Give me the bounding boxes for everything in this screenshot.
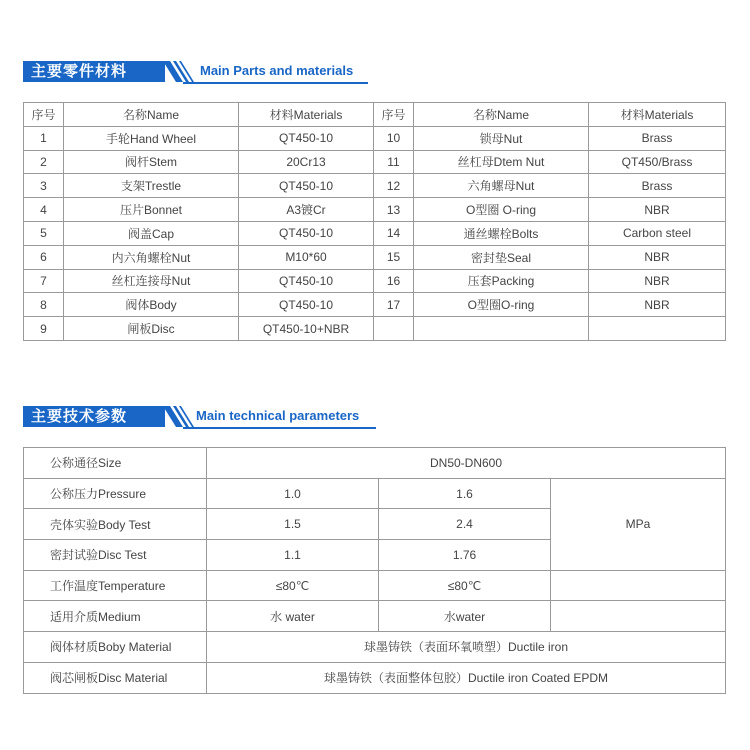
- table-cell: QT450-10: [239, 221, 374, 245]
- table-cell: NBR: [589, 198, 726, 222]
- param-label: 公称通径Size: [24, 448, 207, 479]
- param-value: 1.6: [379, 478, 551, 509]
- param-value: 水 water: [207, 601, 379, 632]
- table-cell: NBR: [589, 245, 726, 269]
- table-cell: 16: [374, 269, 414, 293]
- table-cell: 11: [374, 150, 414, 174]
- parts-table: [23, 102, 726, 341]
- param-label: 公称压力Pressure: [24, 478, 207, 509]
- param-label: 阀芯闸板Disc Material: [24, 662, 207, 693]
- table-cell: [414, 317, 589, 341]
- param-value: 2.4: [379, 509, 551, 540]
- table-row: [24, 662, 726, 693]
- param-value: 水water: [379, 601, 551, 632]
- parts-title-en: Main Parts and materials: [200, 63, 354, 78]
- param-value: ≤80℃: [207, 570, 379, 601]
- col-header: 材料Materials: [589, 103, 726, 127]
- table-cell: 密封垫Seal: [414, 245, 589, 269]
- col-header: 名称Name: [64, 103, 239, 127]
- table-row: [24, 221, 726, 245]
- table-cell: 内六角螺栓Nut: [64, 245, 239, 269]
- table-cell: Brass: [589, 174, 726, 198]
- col-header: 材料Materials: [239, 103, 374, 127]
- table-cell: 15: [374, 245, 414, 269]
- parts-header-underline: [183, 82, 368, 84]
- parts-title-cn: 主要零件材料: [23, 61, 165, 82]
- table-row: [24, 269, 726, 293]
- slash-decoration-icon: [163, 403, 197, 429]
- param-value: 球墨铸铁（表面整体包胶）Ductile iron Coated EPDM: [207, 662, 726, 693]
- table-cell: QT450-10: [239, 126, 374, 150]
- table-row: [24, 150, 726, 174]
- unit-cell: MPa: [551, 478, 726, 570]
- table-row: [24, 126, 726, 150]
- table-cell: QT450-10: [239, 293, 374, 317]
- table-row: [24, 198, 726, 222]
- param-value: 1.0: [207, 478, 379, 509]
- tech-title-cn: 主要技术参数: [23, 406, 165, 427]
- col-header: 名称Name: [414, 103, 589, 127]
- table-cell: 17: [374, 293, 414, 317]
- table-cell: 阀体Body: [64, 293, 239, 317]
- table-cell: Brass: [589, 126, 726, 150]
- table-cell: A3镀Cr: [239, 198, 374, 222]
- table-row: [24, 632, 726, 663]
- param-value: ≤80℃: [379, 570, 551, 601]
- empty-cell: [551, 570, 726, 601]
- table-cell: 4: [24, 198, 64, 222]
- table-cell: 20Cr13: [239, 150, 374, 174]
- table-cell: QT450/Brass: [589, 150, 726, 174]
- table-cell: 3: [24, 174, 64, 198]
- table-cell: [374, 317, 414, 341]
- param-value: 1.1: [207, 540, 379, 571]
- table-cell: 13: [374, 198, 414, 222]
- param-value: DN50-DN600: [207, 448, 726, 479]
- table-row: [24, 478, 726, 509]
- table-cell: 14: [374, 221, 414, 245]
- tech-title-en: Main technical parameters: [196, 408, 360, 423]
- parts-header-row: [24, 103, 726, 127]
- table-cell: 压片Bonnet: [64, 198, 239, 222]
- table-row: [24, 245, 726, 269]
- table-cell: O型圈 O-ring: [414, 198, 589, 222]
- table-cell: [589, 317, 726, 341]
- tech-section-header: [23, 403, 383, 429]
- table-cell: NBR: [589, 269, 726, 293]
- param-label: 阀体材质Boby Material: [24, 632, 207, 663]
- table-cell: M10*60: [239, 245, 374, 269]
- table-cell: 通丝螺栓Bolts: [414, 221, 589, 245]
- table-row: [24, 317, 726, 341]
- table-cell: 1: [24, 126, 64, 150]
- table-cell: 六角螺母Nut: [414, 174, 589, 198]
- table-row: [24, 293, 726, 317]
- empty-cell: [551, 601, 726, 632]
- param-label: 工作温度Temperature: [24, 570, 207, 601]
- param-value: 1.5: [207, 509, 379, 540]
- table-cell: 6: [24, 245, 64, 269]
- param-label: 适用介质Medium: [24, 601, 207, 632]
- table-cell: 8: [24, 293, 64, 317]
- table-cell: 阀盖Cap: [64, 221, 239, 245]
- table-cell: 闸板Disc: [64, 317, 239, 341]
- table-cell: 7: [24, 269, 64, 293]
- table-cell: 手轮Hand Wheel: [64, 126, 239, 150]
- table-cell: 丝杠连接母Nut: [64, 269, 239, 293]
- table-row: [24, 174, 726, 198]
- table-cell: 12: [374, 174, 414, 198]
- table-cell: 丝杠母Dtem Nut: [414, 150, 589, 174]
- table-cell: QT450-10+NBR: [239, 317, 374, 341]
- table-cell: 锁母Nut: [414, 126, 589, 150]
- param-value: 1.76: [379, 540, 551, 571]
- table-cell: 阀杆Stem: [64, 150, 239, 174]
- table-cell: 9: [24, 317, 64, 341]
- table-cell: 5: [24, 221, 64, 245]
- param-label: 壳体实验Body Test: [24, 509, 207, 540]
- table-cell: O型圈O-ring: [414, 293, 589, 317]
- table-row: [24, 448, 726, 479]
- parts-section-header: [23, 58, 373, 84]
- col-header: 序号: [24, 103, 64, 127]
- tech-header-underline: [183, 427, 376, 429]
- table-row: [24, 601, 726, 632]
- tech-params-table: [23, 447, 726, 694]
- table-cell: 支架Trestle: [64, 174, 239, 198]
- table-cell: 2: [24, 150, 64, 174]
- table-cell: QT450-10: [239, 269, 374, 293]
- table-cell: NBR: [589, 293, 726, 317]
- table-cell: 10: [374, 126, 414, 150]
- table-row: [24, 570, 726, 601]
- param-label: 密封试验Disc Test: [24, 540, 207, 571]
- slash-decoration-icon: [163, 58, 197, 84]
- table-cell: 压套Packing: [414, 269, 589, 293]
- param-value: 球墨铸铁（表面环氧喷塑）Ductile iron: [207, 632, 726, 663]
- table-cell: Carbon steel: [589, 221, 726, 245]
- table-cell: QT450-10: [239, 174, 374, 198]
- col-header: 序号: [374, 103, 414, 127]
